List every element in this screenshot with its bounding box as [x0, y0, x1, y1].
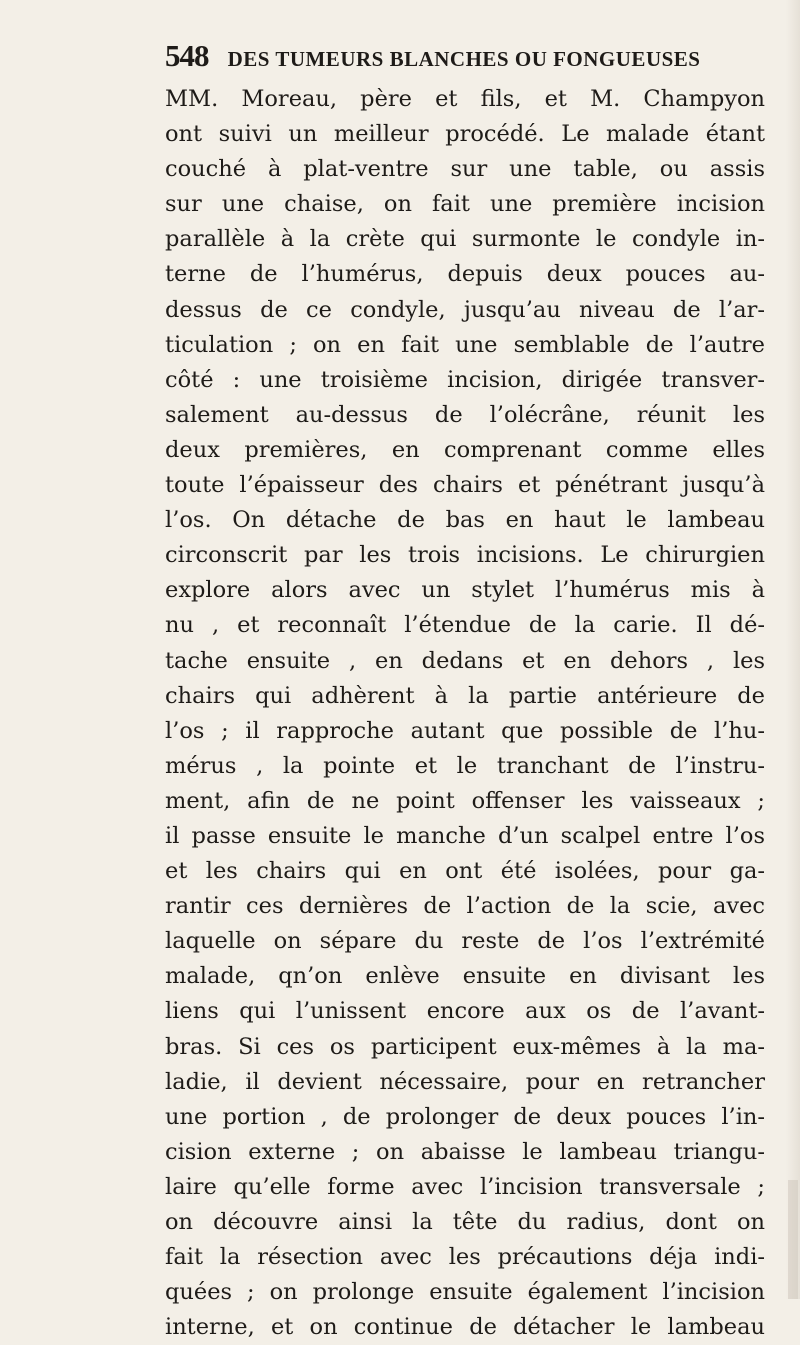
text-line: salement au-dessus de l’olécrâne, réunit les [165, 401, 765, 428]
text-line: liens qui l’unissent encore aux os de l’avant- [165, 998, 765, 1025]
page-number: 548 [165, 38, 209, 73]
text-line: sur une chaise, on fait une première incision [165, 191, 765, 218]
text-line: couché à plat-ventre sur une table, ou assis [165, 156, 765, 183]
text-line: ment, afin de ne point offenser les vaisseaux ; [165, 787, 765, 814]
text-line: chairs qui adhèrent à la partie antérieure de [165, 682, 765, 709]
text-line: interne, et on continue de détacher le lambeau [165, 1314, 765, 1341]
text-line: mérus , la pointe et le tranchant de l’instru- [165, 752, 765, 779]
text-line: laire qu’elle forme avec l’incision transversale ; [165, 1173, 765, 1200]
text-line: rantir ces dernières de l’action de la scie, avec [165, 893, 765, 920]
text-line: explore alors avec un stylet l’humérus mis à [165, 577, 765, 604]
text-line: l’os ; il rapproche autant que possible de l’hu- [165, 717, 765, 744]
page-edge-mark [788, 1180, 798, 1299]
text-line: cision externe ; on abaisse le lambeau triangu- [165, 1138, 765, 1165]
text-line: MM. Moreau, père et fils, et M. Champyon [165, 86, 765, 112]
text-line: côté : une troisième incision, dirigée transver- [165, 366, 765, 393]
text-line: bras. Si ces os participent eux-mêmes à la ma- [165, 1033, 765, 1060]
text-line: dessus de ce condyle, jusqu’au niveau de l’ar- [165, 296, 765, 323]
text-line: et les chairs qui en ont été isolées, pour ga- [165, 858, 765, 885]
text-line: circonscrit par les trois incisions. Le chirurgien [165, 542, 765, 569]
running-head: DES TUMEURS BLANCHES OU FONGUEUSES [227, 47, 701, 71]
page-header [165, 38, 765, 78]
text-line: ont suivi un meilleur procédé. Le malade étant [165, 121, 765, 148]
text-line: quées ; on prolonge ensuite également l’incision [165, 1279, 765, 1306]
text-line: terne de l’humérus, depuis deux pouces au- [165, 261, 765, 288]
text-line: deux premières, en comprenant comme elles [165, 436, 765, 463]
text-line: nu , et reconnaît l’étendue de la carie. Il dé- [165, 612, 765, 639]
text-line: on découvre ainsi la tête du radius, dont on [165, 1209, 765, 1235]
text-line: tache ensuite , en dedans et en dehors , les [165, 647, 765, 674]
text-line: fait la résection avec les précautions déja indi- [165, 1244, 765, 1271]
text-line: ladie, il devient nécessaire, pour en retrancher [165, 1068, 765, 1095]
text-line: malade, qn’on enlève ensuite en divisant les [165, 963, 765, 990]
text-line: ticulation ; on en fait une semblable de l’autre [165, 331, 765, 358]
text-line: laquelle on sépare du reste de l’os l’extrémité [165, 928, 765, 955]
text-line: il passe ensuite le manche d’un scalpel entre l’os [165, 822, 765, 849]
body-text [165, 82, 765, 1345]
text-line: parallèle à la crète qui surmonte le condyle in- [165, 226, 765, 253]
text-line: une portion , de prolonger de deux pouces l’in- [165, 1103, 765, 1130]
page-edge-shadow [786, 0, 800, 1299]
text-line: toute l’épaisseur des chairs et pénétrant jusqu’à [165, 472, 765, 499]
text-line: l’os. On détache de bas en haut le lambeau [165, 507, 765, 534]
